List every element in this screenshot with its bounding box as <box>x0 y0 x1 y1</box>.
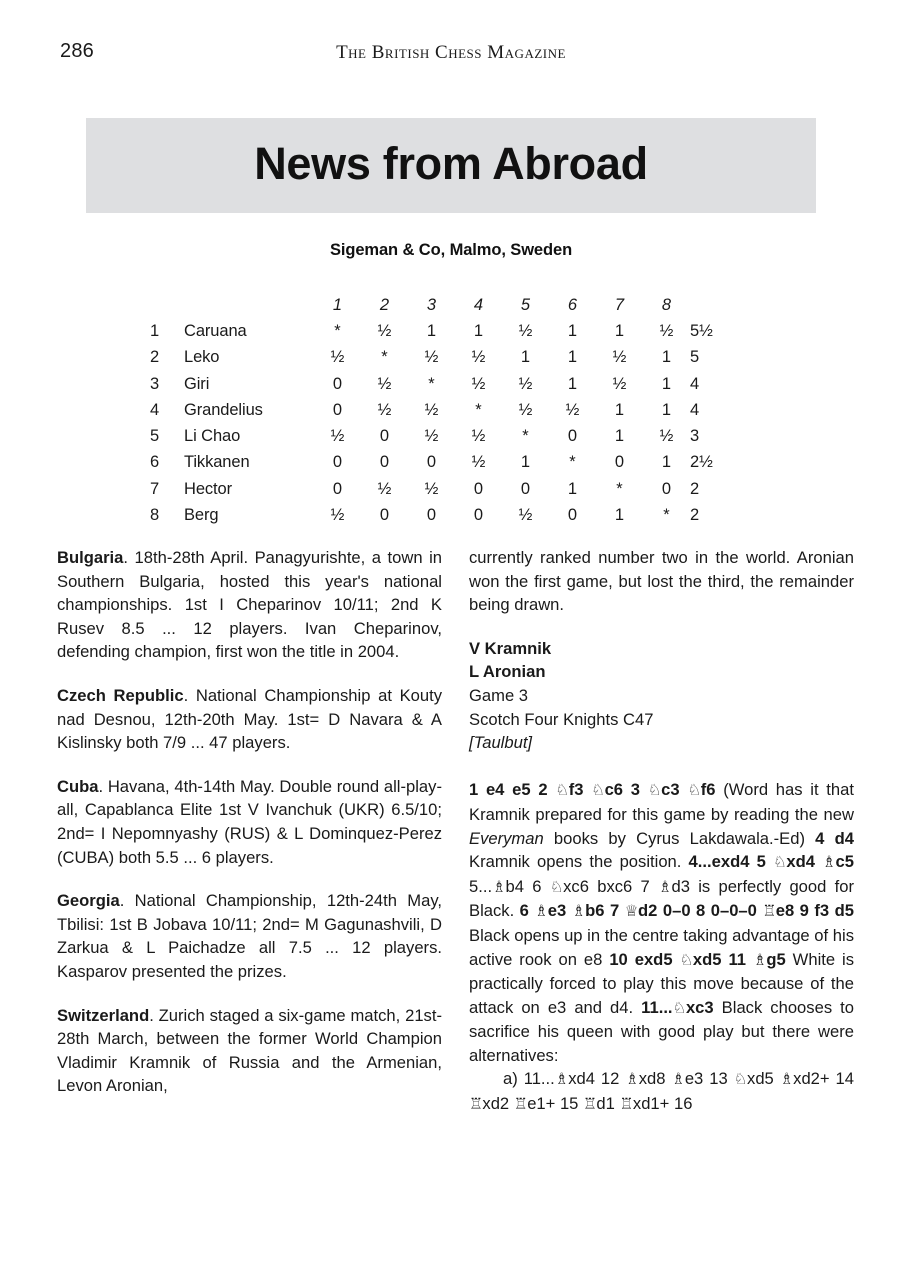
row-result: 0 <box>614 453 625 472</box>
row-result: ½ <box>424 348 439 367</box>
row-result: ½ <box>424 400 439 419</box>
row-result: 0 <box>567 506 578 525</box>
move-text: 4...exd4 5 <box>688 852 773 872</box>
annotation-text: Black chooses to sacrifice his queen with good play but there were alternatives: <box>469 997 854 1065</box>
rook-icon: ♖ <box>583 1095 597 1114</box>
row-result: ½ <box>471 427 486 446</box>
right-text-column <box>469 546 854 1117</box>
row-total: 5 <box>690 348 700 367</box>
row-result: 1 <box>567 479 578 498</box>
row-result: 0 <box>332 374 343 393</box>
variation-text: xd4 12 <box>568 1069 626 1089</box>
news-item-czech <box>57 684 442 755</box>
row-result: 0 <box>379 427 390 446</box>
row-result: 1 <box>567 321 578 340</box>
header-round-2: 2 <box>379 295 390 314</box>
row-result: ½ <box>612 348 627 367</box>
variation-text: e3 13 <box>684 1069 734 1089</box>
row-result: 0 <box>379 453 390 472</box>
annotation-emphasis: Everyman <box>469 828 544 848</box>
variation-text: d1 <box>596 1094 620 1114</box>
section-banner <box>86 118 816 213</box>
header-round-3: 3 <box>426 295 437 314</box>
crosstable-body <box>150 318 750 528</box>
row-result: ½ <box>518 400 533 419</box>
table-row <box>150 450 750 476</box>
row-result: 0 <box>473 479 484 498</box>
move-text: 10 exd5 <box>609 949 680 969</box>
event-heading: Sigeman & Co, Malmo, Sweden <box>329 241 573 259</box>
news-item-cuba <box>57 775 442 869</box>
row-rank: 5 <box>150 427 160 446</box>
variation-text: xc6 bxc6 7 <box>563 876 659 896</box>
variation-text: xd2 <box>482 1094 514 1114</box>
country-label: Cuba <box>57 776 99 796</box>
bishop-icon: ♗ <box>822 853 836 872</box>
table-row <box>150 318 750 344</box>
header-name <box>184 292 314 318</box>
game-annotator: [Taulbut] <box>469 733 533 753</box>
row-result: ½ <box>471 374 486 393</box>
annotation-text: White is practically forced to play this move because of the attack on e3 and d4. <box>469 949 855 1017</box>
row-result: ½ <box>518 374 533 393</box>
row-player-name: Giri <box>184 374 210 393</box>
row-result: 1 <box>661 400 672 419</box>
row-result: ½ <box>330 348 345 367</box>
move-text: f6 <box>700 780 724 800</box>
row-result: 1 <box>567 374 578 393</box>
variation-text: xd1+ 16 <box>632 1094 693 1114</box>
row-result: 1 <box>473 321 484 340</box>
move-text: g5 <box>766 949 786 969</box>
row-result: ½ <box>377 374 392 393</box>
row-result: ½ <box>377 400 392 419</box>
row-result: 1 <box>614 506 625 525</box>
row-rank: 2 <box>150 348 160 367</box>
left-text-column <box>57 546 442 1098</box>
knight-icon: ♘ <box>549 877 564 896</box>
row-total: 2½ <box>690 453 713 472</box>
row-result: 1 <box>614 400 625 419</box>
variation-text: b4 6 <box>505 876 550 896</box>
row-result: ½ <box>330 427 345 446</box>
move-text: 11... <box>641 997 673 1017</box>
move-text: 4 d4 <box>815 828 854 848</box>
move-text: b6 7 <box>585 901 625 921</box>
row-rank: 8 <box>150 506 160 525</box>
row-result: 0 <box>332 479 343 498</box>
row-result: ½ <box>377 479 392 498</box>
row-result: ½ <box>330 506 345 525</box>
annotation-text: (Word has it that Kramnik prepared for this game by reading the new <box>469 780 854 824</box>
row-total: 2 <box>690 506 700 525</box>
table-row <box>150 371 750 397</box>
row-total: 3 <box>690 427 700 446</box>
row-total: 2 <box>690 479 700 498</box>
move-text: xc3 <box>685 997 714 1017</box>
move-text: xd4 <box>786 852 823 872</box>
knight-icon: ♘ <box>733 1070 748 1089</box>
move-text: xd5 <box>692 949 722 969</box>
news-item-bulgaria <box>57 546 442 664</box>
header-round-5: 5 <box>520 295 531 314</box>
variation-text: e1+ 15 <box>527 1094 584 1114</box>
row-result: * <box>334 321 341 340</box>
move-text: 1 e4 e5 2 <box>469 780 556 800</box>
header-rank <box>150 292 184 318</box>
variation-text: 11... <box>517 1069 555 1089</box>
annotation-text: books by Cyrus Lakdawala.-Ed) <box>543 828 816 848</box>
row-result: * <box>381 348 388 367</box>
table-row <box>150 397 750 423</box>
rook-icon: ♖ <box>762 902 776 921</box>
bishop-icon: ♗ <box>625 1070 639 1089</box>
knight-icon: ♘ <box>687 781 701 800</box>
rook-icon: ♖ <box>469 1095 483 1114</box>
row-result: 1 <box>426 321 437 340</box>
row-result: ½ <box>565 400 580 419</box>
move-text: c6 3 <box>604 780 648 800</box>
row-result: * <box>522 427 529 446</box>
annotation-text: Kramnik opens the position. <box>469 852 689 872</box>
player-white: V Kramnik <box>469 638 552 658</box>
row-result: 0 <box>567 427 578 446</box>
game-number: Game 3 <box>469 685 529 705</box>
row-player-name: Berg <box>184 506 219 525</box>
magazine-title: The British Chess Magazine <box>336 42 566 63</box>
news-body: . Zurich staged a six-game match, 21st-28th March, between the former World Champion Vladimir Kramnik of Russia and the Armenian, Levon Aronian, <box>57 1005 442 1096</box>
row-result: * <box>616 479 623 498</box>
rook-icon: ♖ <box>513 1095 528 1114</box>
row-result: ½ <box>377 321 392 340</box>
table-row <box>150 423 750 449</box>
header-total <box>690 292 750 318</box>
row-rank: 6 <box>150 453 160 472</box>
table-row <box>150 476 750 502</box>
move-text: c3 <box>661 780 688 800</box>
table-row <box>150 502 750 528</box>
news-continuation: currently ranked number two in the world. Aronian won the first game, but lost the third, the remainder being drawn. <box>469 548 854 615</box>
game-notation <box>469 778 854 1067</box>
country-label: Czech Republic <box>57 685 184 705</box>
header-round-7: 7 <box>614 295 625 314</box>
annotation-text: Black opens up in the centre taking advantage of his active rook on e8 <box>469 925 854 969</box>
row-result: * <box>475 400 482 419</box>
row-result: 0 <box>332 400 343 419</box>
game-opening: Scotch Four Knights C47 <box>469 709 654 729</box>
variation-text: d3 is perfectly good for Black. <box>469 876 855 921</box>
row-result: * <box>663 506 670 525</box>
row-result: 0 <box>332 453 343 472</box>
row-result: ½ <box>659 427 674 446</box>
row-result: 1 <box>567 348 578 367</box>
crosstable <box>150 292 750 529</box>
row-result: 1 <box>614 427 625 446</box>
rook-icon: ♖ <box>619 1095 633 1114</box>
row-result: 0 <box>379 506 390 525</box>
header-round-1: 1 <box>332 295 343 314</box>
row-result: ½ <box>612 374 627 393</box>
knight-icon: ♘ <box>772 853 787 872</box>
header-round-6: 6 <box>567 295 578 314</box>
knight-icon: ♘ <box>647 781 662 800</box>
knight-icon: ♘ <box>555 781 569 800</box>
row-result: 1 <box>520 453 531 472</box>
country-label: Bulgaria <box>57 548 124 567</box>
news-body: . National Championship at Kouty nad Desnou, 12th-20th May. 1st= D Navara & A Kislinsky both 7/9 ... 47 players. <box>57 685 442 753</box>
row-result: ½ <box>659 321 674 340</box>
country-label: Georgia <box>57 891 120 911</box>
queen-icon: ♕ <box>624 902 639 921</box>
bishop-icon: ♗ <box>779 1070 794 1089</box>
bishop-icon: ♗ <box>534 902 548 921</box>
bishop-icon: ♗ <box>554 1070 569 1089</box>
move-text: e3 <box>547 901 572 921</box>
variation-text: xd5 <box>747 1069 780 1089</box>
knight-icon: ♘ <box>679 950 693 969</box>
header-round-8: 8 <box>661 295 672 314</box>
row-result: * <box>428 374 435 393</box>
move-text: d2 0–0 8 0–0–0 <box>638 901 763 921</box>
row-result: * <box>569 453 576 472</box>
bishop-icon: ♗ <box>492 877 506 896</box>
crosstable-header-row <box>150 292 750 318</box>
news-body: . 18th-28th April. Panagyurishte, a town in Southern Bulgaria, hosted this year's national championships. 1st I Cheparinov 10/11; 2nd K Rusev 8.5 ... 12 players. Ivan Cheparinov, defending champion, first won the title in 2004. <box>57 548 442 662</box>
row-result: 0 <box>520 479 531 498</box>
row-rank: 3 <box>150 374 160 393</box>
row-result: ½ <box>518 506 533 525</box>
variation-text: xd8 <box>638 1069 672 1089</box>
player-black: L Aronian <box>469 662 546 682</box>
news-item-switzerland <box>57 1004 442 1098</box>
row-result: 0 <box>426 453 437 472</box>
knight-icon: ♘ <box>591 781 605 800</box>
news-body: . National Championship, 12th-24th May, Tbilisi: 1st B Jobava 10/11; 2nd= M Gagunashvili, D Zarkua & L Paichadze all 7.5 ... 12 players. Kasparov presented the prizes. <box>57 891 442 981</box>
row-total: 4 <box>690 374 700 393</box>
row-result: 1 <box>661 453 672 472</box>
row-result: 1 <box>520 348 531 367</box>
move-text: e8 9 f3 d5 <box>775 901 854 921</box>
row-player-name: Hector <box>184 479 232 498</box>
row-result: ½ <box>471 453 486 472</box>
row-result: ½ <box>518 321 533 340</box>
row-total: 5½ <box>690 321 713 340</box>
row-rank: 7 <box>150 479 160 498</box>
row-total: 4 <box>690 400 700 419</box>
row-result: 1 <box>661 348 672 367</box>
variation-a <box>469 1067 854 1116</box>
table-row <box>150 345 750 371</box>
knight-icon: ♘ <box>672 998 686 1017</box>
row-rank: 1 <box>150 321 160 340</box>
news-item-georgia <box>57 889 442 983</box>
row-result: 0 <box>426 506 437 525</box>
header-round-4: 4 <box>473 295 484 314</box>
bishop-icon: ♗ <box>752 950 767 969</box>
page-number: 286 <box>60 40 94 62</box>
variation-label: a) <box>503 1069 518 1089</box>
move-text: c5 <box>835 852 854 872</box>
row-result: 1 <box>614 321 625 340</box>
row-result: ½ <box>471 348 486 367</box>
spacer <box>469 755 854 779</box>
variation-text: xd2+ 14 <box>793 1069 854 1089</box>
row-player-name: Tikkanen <box>184 453 250 472</box>
variation-text: 5... <box>469 876 493 896</box>
row-result: 0 <box>661 479 672 498</box>
news-body: . Havana, 4th-14th May. Double round all-play-all, Capablanca Elite 1st V Ivanchuk (UKR) 6.5/10; 2nd= I Nepomnyashy (RUS) & L Dominquez-Perez (CUBA) both 5.5 ... 6 players. <box>57 776 442 867</box>
bishop-icon: ♗ <box>571 902 586 921</box>
row-result: 1 <box>661 374 672 393</box>
move-text: 11 <box>728 949 753 969</box>
running-head <box>60 40 842 70</box>
row-result: 0 <box>473 506 484 525</box>
row-player-name: Li Chao <box>184 427 241 446</box>
bishop-icon: ♗ <box>658 877 672 896</box>
row-result: ½ <box>424 427 439 446</box>
move-text: f3 <box>568 780 592 800</box>
row-player-name: Grandelius <box>184 400 263 419</box>
bishop-icon: ♗ <box>671 1070 685 1089</box>
move-text: 6 <box>519 901 535 921</box>
country-label: Switzerland <box>57 1005 150 1025</box>
row-player-name: Caruana <box>184 321 247 340</box>
section-title: News from Abroad <box>254 138 648 189</box>
row-rank: 4 <box>150 400 160 419</box>
row-player-name: Leko <box>184 348 220 367</box>
row-result: ½ <box>424 479 439 498</box>
